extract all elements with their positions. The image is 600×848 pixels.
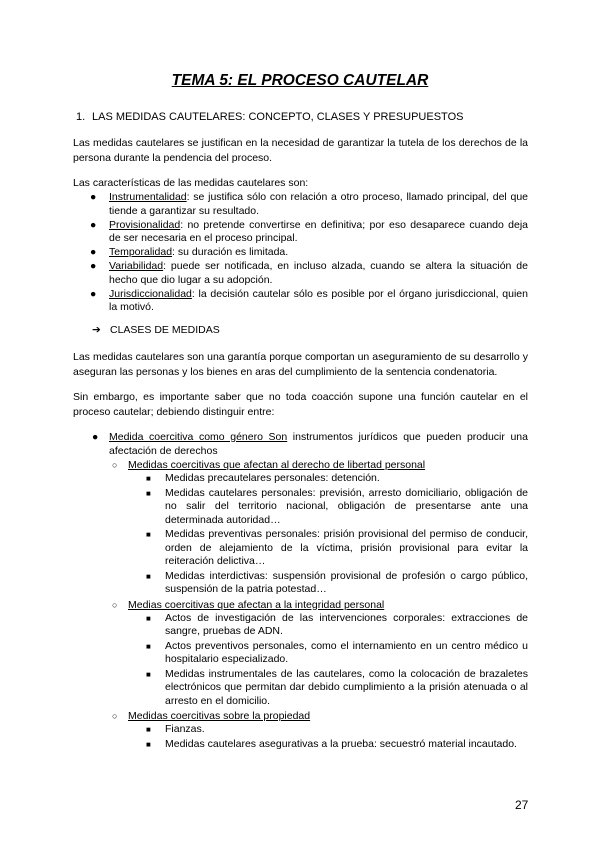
bullet-icon: ● [90,218,97,231]
list-item [92,430,528,458]
paragraph: Las medidas cautelares se justifican en la necesidad de garantizar la tutela de los derechos de la persona durante la pendencia del proceso. [73,137,528,164]
item-text: Actos preventivos personales, como el internamiento en un centro médico u hospitalario especializado. [165,639,528,665]
square-bullet-icon: ■ [146,474,151,483]
list-item [146,472,528,486]
square-bullet-icon: ■ [146,669,151,679]
list-item [146,569,528,597]
bullet-icon: ● [90,287,97,300]
item-text: Actos de investigación de las intervenciones corporales: extracciones de sangre, pruebas de ADN. [165,611,528,637]
square-bullet-icon: ■ [146,488,151,498]
paragraph: Sin embargo, es importante saber que no toda coacción supone una función cautelar en el proceso cautelar; debiendo distinguir entre: [73,391,528,418]
bullet-icon: ● [90,191,97,203]
item-text: Medidas precautelares personales: detención. [165,472,380,484]
square-bullet-icon: ■ [146,641,151,651]
list-item [146,737,528,752]
subgroup [112,598,528,709]
circle-bullet-icon: ○ [112,711,118,721]
list-item [146,486,528,528]
term: Provisionalidad [109,218,181,231]
coercive-measures-list [92,430,528,752]
circle-bullet-icon: ○ [112,599,118,610]
definition: instrumentos jurídicos que pueden producir una afectación de derechos [109,431,528,457]
subheading-text: CLASES DE MEDIDAS [110,324,220,336]
section-title: LAS MEDIDAS CAUTELARES: CONCEPTO, CLASES Y PRESUPUESTOS [92,111,464,123]
definition: : puede ser notificada, en incluso alzada, cuando se altera la situación de hecho que dio lugar a su adopción. [109,260,528,286]
definition: : no pretende convertirse en definitiva; por eso desaparece cuando deja de ser necesaria en el proceso principal. [109,218,528,244]
page-number: 27 [515,798,529,812]
definition: : se justifica sólo con relación a otro proceso, llamado principal, del que tiende a garantizar su resultado. [109,191,528,217]
list-item [146,611,528,639]
definition: : la decisión cautelar sólo es posible por el órgano jurisdiccional, quien la motivó. [109,287,528,313]
list-item [90,288,528,315]
paragraph: Las medidas cautelares son una garantía porque comportan un aseguramiento de su desarrollo y aseguran las personas y los bienes en aras del cumplimiento de la sentencia condenatoria. [73,351,528,378]
list-item [90,191,528,218]
list-item [146,639,528,667]
characteristics-list [90,191,528,315]
square-bullet-icon: ■ [146,613,151,623]
square-bullet-icon: ■ [146,739,151,749]
item-text: Medidas interdictivas: suspensión provisional de profesión o cargo público, suspensión de la patria potestad… [165,569,528,595]
list-item [146,528,528,569]
term: Variabilidad [109,260,164,272]
term: Jurisdiccionalidad [109,287,192,300]
subgroup [112,709,528,751]
square-bullet-icon: ■ [146,571,151,581]
bullet-icon: ● [90,246,97,258]
term: Temporalidad [109,246,173,258]
list-item [90,260,528,287]
subgroup-heading: Medidas coercitivas sobre la propiedad [128,710,311,722]
item-text: Medidas preventivas personales: prisión provisional del permiso de conducir, orden de alejamiento de la víctima, prisión provisional para evitar la reiteración delictiva… [165,528,528,567]
subgroup-items [128,723,528,751]
page-title: TEMA 5: EL PROCESO CAUTELAR [171,72,429,89]
item-text: Medidas cautelares asegurativas a la prueba: secuestró material incautado. [165,737,517,750]
list-item [146,667,528,709]
section-heading [76,111,464,123]
list-item [146,723,528,737]
definition: : su duración es limitada. [172,246,289,258]
list-item [90,246,528,260]
square-bullet-icon: ■ [146,725,151,734]
subgroup [112,458,528,597]
item-text: Medidas cautelares personales: previsión, arresto domiciliario, obligación de no salir del territorio nacional, obligación de presentarse ante una determinada autoridad… [165,486,528,526]
item-text: Fianzas. [165,723,205,735]
arrow-icon: ➔ [92,324,101,336]
list-item [90,219,528,246]
subheading [92,324,220,336]
term: Medida coercitiva como género Son [109,431,288,443]
paragraph: Las características de las medidas cautelares son: [73,177,309,189]
item-text: Medidas instrumentales de las cautelares, como la colocación de brazaletes electrónicos que permitan dar debido cumplimiento a la prisión atenuada o al arresto en el domicilio. [165,667,528,707]
subgroup-heading: Medidas coercitivas que afectan al derecho de libertad personal [128,459,426,471]
subgroup-items [128,472,528,597]
bullet-icon: ● [90,260,97,272]
circle-bullet-icon: ○ [112,460,118,470]
subgroup-items [128,612,528,709]
term: Instrumentalidad [109,191,187,203]
square-bullet-icon: ■ [146,530,151,539]
subgroup-heading: Medias coercitivas que afectan a la integridad personal [128,598,385,611]
bullet-icon: ● [92,431,99,443]
section-number: 1. [76,111,86,123]
